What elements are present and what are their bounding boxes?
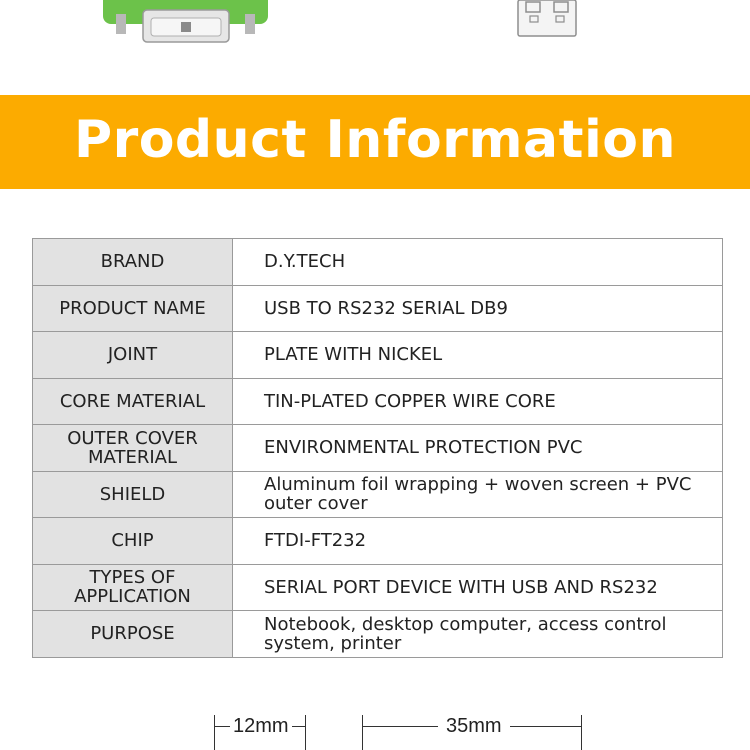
dimension-label: 12mm [230, 715, 292, 737]
spec-value: FTDI-FT232 [233, 518, 723, 565]
spec-value: Aluminum foil wrapping + woven screen + PVC outer cover [233, 471, 723, 518]
spec-row-joint [33, 332, 723, 379]
spec-row-outer-cover-material [33, 425, 723, 472]
spec-row-core-material [33, 378, 723, 425]
dimension-tick [581, 715, 582, 750]
dimension-marker-12mm [214, 715, 306, 750]
spec-value: PLATE WITH NICKEL [233, 332, 723, 379]
spec-label: TYPES OF APPLICATION [33, 564, 233, 611]
spec-row-product-name [33, 285, 723, 332]
spec-value: USB TO RS232 SERIAL DB9 [233, 285, 723, 332]
spec-value: Notebook, desktop computer, access control system, printer [233, 611, 723, 658]
spec-row-brand [33, 239, 723, 286]
dimension-tick [362, 715, 363, 750]
spec-table [32, 238, 723, 658]
spec-value: D.Y.TECH [233, 239, 723, 286]
db9-connector-image [103, 0, 268, 44]
spec-label: JOINT [33, 332, 233, 379]
spec-row-purpose [33, 611, 723, 658]
spec-label: PURPOSE [33, 611, 233, 658]
spec-label: SHIELD [33, 471, 233, 518]
spec-value: TIN-PLATED COPPER WIRE CORE [233, 378, 723, 425]
product-info-banner [0, 95, 750, 189]
spec-label: PRODUCT NAME [33, 285, 233, 332]
dimension-label: 35mm [438, 715, 510, 737]
spec-label: CHIP [33, 518, 233, 565]
usb-plug-image [517, 0, 577, 37]
dimension-marker-35mm [362, 715, 582, 750]
spec-label: BRAND [33, 239, 233, 286]
dimension-tick [214, 715, 215, 750]
dimension-tick [305, 715, 306, 750]
spec-label: CORE MATERIAL [33, 378, 233, 425]
spec-label: OUTER COVER MATERIAL [33, 425, 233, 472]
spec-row-chip [33, 518, 723, 565]
spec-value: ENVIRONMENTAL PROTECTION PVC [233, 425, 723, 472]
spec-row-types-of-application [33, 564, 723, 611]
spec-value: SERIAL PORT DEVICE WITH USB AND RS232 [233, 564, 723, 611]
spec-row-shield [33, 471, 723, 518]
banner-title: Product Information [73, 110, 677, 170]
